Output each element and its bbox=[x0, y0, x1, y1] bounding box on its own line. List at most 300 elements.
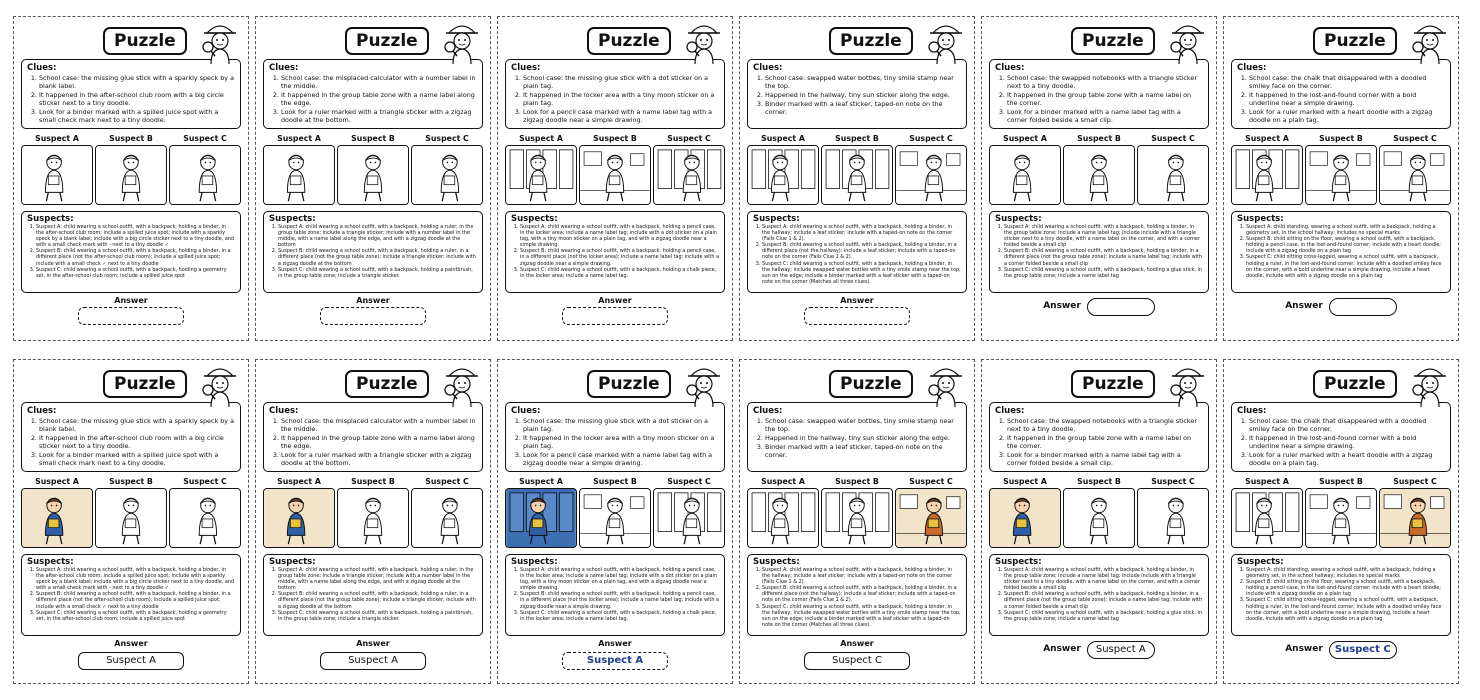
clues-label: Clues: bbox=[27, 63, 57, 73]
puzzle-card bbox=[981, 359, 1217, 684]
suspect-description: 3. Suspect C: child wearing a school outfit, with a backpack, holding a paintbrush, in the group table zone; include a triangle sticker. bbox=[278, 610, 477, 622]
clues-list bbox=[1237, 74, 1445, 124]
suspect-description: 3. Suspect C: child wearing a school outfit, with a backpack, holding a geometry set, in the after-school club room; include a spilled juice spot bbox=[36, 610, 235, 622]
suspect-description: 2. Suspect B: child wearing a school outfit, with a backpack, holding a binder, in a different place (not the after-school club room); include a spilled juice spot; include with a small check ✓ next to a tiny doodle bbox=[36, 248, 235, 266]
answer-label: Answer bbox=[598, 296, 632, 305]
clues-label: Clues: bbox=[753, 406, 783, 416]
puzzle-title: Puzzle bbox=[103, 27, 187, 55]
answer-box[interactable]: Suspect A bbox=[1087, 641, 1155, 659]
suspects-label: Suspects: bbox=[753, 557, 800, 567]
suspects-list bbox=[269, 224, 477, 279]
card-header bbox=[263, 21, 483, 59]
clue-item: 3. Look for a binder marked with a name label tag with a corner folded beside a small clip. bbox=[1007, 108, 1203, 124]
clues-list bbox=[511, 74, 719, 124]
suspect-picture bbox=[821, 145, 893, 205]
suspect-name: Suspect B bbox=[1319, 477, 1363, 486]
suspect-name: Suspect C bbox=[667, 477, 711, 486]
puzzle-card bbox=[1223, 359, 1459, 684]
suspect-name: Suspect A bbox=[277, 134, 321, 143]
answer-label: Answer bbox=[1043, 644, 1081, 654]
clue-item: 1. School case: the swapped notebooks with a triangle sticker next to a tiny doodle. bbox=[1007, 74, 1203, 90]
suspects-label: Suspects: bbox=[511, 214, 558, 224]
suspects-label: Suspects: bbox=[753, 214, 800, 224]
suspect-description: 1. Suspect A: child wearing a school outfit, with a backpack, holding a binder, in the hallway; include a leaf sticker; include with a taped-on note on the corner (Fails Clue 1 & 2). bbox=[762, 224, 961, 242]
answer-label: Answer bbox=[1285, 301, 1323, 311]
clue-item: 1. School case: the missing glue stick with a dot sticker on a plain tag. bbox=[523, 417, 719, 433]
suspect-description: 2. Suspect B: child sitting on the floor, wearing a school outfit, with a backpack, holding a pencil case, in the lost-and-found corner; include with a heart doodle; include with a zigzag doodle on a plain tag bbox=[1246, 236, 1445, 254]
suspect-description: 3. Suspect C: child wearing a school outfit, with a backpack, holding a chalk piece, in the locker area; include a name label tag. bbox=[520, 267, 719, 279]
suspect-description: 1. Suspect A: child standing, wearing a school outfit, with a backpack, holding a geometry set, in the school hallway; includes no special marks bbox=[1246, 567, 1445, 579]
answer-box[interactable]: Suspect A bbox=[78, 652, 184, 670]
clue-item: 2. Happened in the hallway, tiny sun sticker along the edge. bbox=[765, 434, 961, 442]
suspect-description: 2. Suspect B: child wearing a school outfit, with a backpack, holding a pencil case, in a different place (not the locker area); include a name label tag; include with a zigzag doodle near a simple drawing. bbox=[520, 248, 719, 266]
suspect-picture bbox=[1063, 488, 1135, 548]
suspects-box bbox=[989, 211, 1209, 293]
suspect-picture bbox=[411, 145, 483, 205]
suspect-description: 1. Suspect A: child wearing a school outfit, with a backpack, holding a ruler, in the group table zone; include a triangle sticker; include with a number label in the middle, with a name label along the edge, and with a zigzag doodle at the bottom bbox=[278, 224, 477, 248]
card-header bbox=[505, 21, 725, 59]
suspect-description: 1. Suspect A: child wearing a school outfit, with a backpack, holding a binder, in the group table zone; include a name label tag; include include with a triangle sticker next to a tiny doodle, with a name label on the corner, and with a corner folded beside a small clip bbox=[1004, 567, 1203, 591]
detective-icon bbox=[199, 362, 241, 408]
suspect-description: 3. Suspect C: child sitting cross-legged, wearing a school outfit, with a backpack, holding a ruler, in the lost-and-found corner; include with a doodled smiley face on the corner, with a bold underline near a simple drawing, include a heart doodle, include with with a zigzag doodle on a plain tag bbox=[1246, 597, 1445, 621]
suspect-name: Suspect B bbox=[109, 134, 153, 143]
suspect-description: 3. Suspect C: child wearing a school outfit, with a backpack, holding a paintbrush, in the group table zone; include a triangle sticker. bbox=[278, 267, 477, 279]
suspect-pictures bbox=[263, 488, 483, 548]
answer-row bbox=[989, 296, 1209, 316]
suspect-name: Suspect C bbox=[183, 134, 227, 143]
clue-item: 2. It happened in the locker area with a tiny moon sticker on a plain tag. bbox=[523, 91, 719, 107]
suspects-list bbox=[1237, 224, 1445, 279]
suspect-name: Suspect B bbox=[593, 134, 637, 143]
suspect-picture bbox=[1137, 488, 1209, 548]
detective-icon bbox=[925, 19, 967, 65]
suspect-name: Suspect A bbox=[277, 477, 321, 486]
suspect-description: 2. Suspect B: child wearing a school outfit, with a backpack, holding a ruler, in a different place (not the group table zone); include a triangle sticker; include with a zigzag doodle at the bottom bbox=[278, 591, 477, 609]
puzzle-title: Puzzle bbox=[829, 370, 913, 398]
answer-row bbox=[21, 296, 241, 329]
suspect-names bbox=[989, 134, 1209, 143]
suspect-description: 3. Suspect C: child wearing a school outfit, with a backpack, holding a glue stick, in the group table zone; include a name label tag bbox=[1004, 610, 1203, 622]
suspect-picture bbox=[95, 145, 167, 205]
card-header bbox=[747, 21, 967, 59]
suspects-list bbox=[511, 567, 719, 622]
clue-item: 2. It happened in the lost-and-found corner with a bold underline near a simple drawing. bbox=[1249, 434, 1445, 450]
suspect-picture bbox=[337, 145, 409, 205]
suspect-picture bbox=[747, 145, 819, 205]
suspects-list bbox=[995, 224, 1203, 279]
suspect-description: 3. Suspect C: child wearing a school outfit, with a backpack, holding a chalk piece, in the locker area; include a name label tag. bbox=[520, 610, 719, 622]
suspects-box bbox=[263, 211, 483, 293]
suspect-picture bbox=[1137, 145, 1209, 205]
clues-list bbox=[511, 417, 719, 467]
suspect-picture bbox=[505, 488, 577, 548]
suspects-label: Suspects: bbox=[27, 557, 74, 567]
suspect-description: 1. Suspect A: child wearing a school outfit, with a backpack, holding a pencil case, in the locker area; include a name label tag; include with a dot sticker on a plain tag, with a tiny moon sticker on a plain tag, and with a zigzag doodle near a simple drawing. bbox=[520, 567, 719, 591]
suspects-label: Suspects: bbox=[995, 557, 1042, 567]
clues-box bbox=[21, 59, 241, 129]
clues-list bbox=[1237, 417, 1445, 467]
suspect-pictures bbox=[989, 145, 1209, 205]
suspect-picture bbox=[579, 488, 651, 548]
suspects-label: Suspects: bbox=[269, 557, 316, 567]
clues-label: Clues: bbox=[1237, 63, 1267, 73]
suspect-picture bbox=[1063, 145, 1135, 205]
clues-box bbox=[505, 59, 725, 129]
clue-item: 2. It happened in the after-school club room with a big circle sticker next to a tiny doodle. bbox=[39, 91, 235, 107]
clues-label: Clues: bbox=[995, 406, 1025, 416]
suspect-name: Suspect B bbox=[835, 477, 879, 486]
puzzle-card bbox=[13, 359, 249, 684]
card-header bbox=[989, 364, 1209, 402]
suspect-picture bbox=[411, 488, 483, 548]
clue-item: 3. Look for a ruler marked with a heart doodle with a zigzag doodle on a plain tag. bbox=[1249, 451, 1445, 467]
puzzle-card bbox=[739, 359, 975, 684]
suspects-box bbox=[263, 554, 483, 636]
clues-list bbox=[753, 74, 961, 116]
answer-label: Answer bbox=[840, 639, 874, 648]
suspect-name: Suspect A bbox=[519, 477, 563, 486]
clue-item: 1. School case: the missing glue stick with a sparkly speck by a blank label. bbox=[39, 74, 235, 90]
suspect-description: 2. Suspect B: child sitting on the floor, wearing a school outfit, with a backpack, holding a pencil case, in the lost-and-found corner; include with a heart doodle; include with a zigzag doodle on a plain tag bbox=[1246, 579, 1445, 597]
suspect-name: Suspect A bbox=[35, 477, 79, 486]
detective-icon bbox=[1409, 19, 1451, 65]
clues-box bbox=[263, 59, 483, 129]
suspect-picture bbox=[579, 145, 651, 205]
clues-list bbox=[27, 74, 235, 124]
suspect-names bbox=[505, 134, 725, 143]
suspect-description: 2. Suspect B: child wearing a school outfit, with a backpack, holding a binder, in a different place (not the hallway); include a leaf sticker; include with a taped-on note on the corner (Fails Clue 1 & 2). bbox=[762, 585, 961, 603]
suspect-picture bbox=[821, 488, 893, 548]
clue-item: 2. It happened in the group table zone with a name label on the corner. bbox=[1007, 434, 1203, 450]
suspects-list bbox=[27, 567, 235, 622]
suspect-name: Suspect C bbox=[183, 477, 227, 486]
puzzle-card bbox=[13, 16, 249, 341]
suspect-description: 1. Suspect A: child wearing a school outfit, with a backpack, holding a binder, in the group table zone; include a name label tag; include include with a triangle sticker next to a tiny doodle, with a name label on the corner, and with a corner folded beside a small clip bbox=[1004, 224, 1203, 248]
clue-item: 1. School case: the chalk that disappeared with a doodled smiley face on the corner. bbox=[1249, 74, 1445, 90]
puzzle-title: Puzzle bbox=[587, 370, 671, 398]
suspect-name: Suspect B bbox=[351, 134, 395, 143]
answer-label: Answer bbox=[356, 639, 390, 648]
suspects-list bbox=[269, 567, 477, 622]
answer-label: Answer bbox=[114, 296, 148, 305]
suspect-name: Suspect C bbox=[1393, 477, 1437, 486]
suspect-picture bbox=[169, 488, 241, 548]
suspect-pictures bbox=[747, 145, 967, 205]
suspect-description: 1. Suspect A: child wearing a school outfit, with a backpack, holding a binder, in the after-school club room; include a spilled juice spot; include with a sparkly speck by a blank label; include with a big circle sticker next to a tiny doodle, and with a small check mark with - next to a tiny doodle ✓ bbox=[36, 567, 235, 591]
clues-list bbox=[269, 74, 477, 124]
suspect-pictures bbox=[21, 488, 241, 548]
suspect-description: 1. Suspect A: child wearing a school outfit, with a backpack, holding a pencil case, in the locker area; include a name label tag; include with a dot sticker on a plain tag, with a tiny moon sticker on a plain tag, and with a zigzag doodle near a simple drawing. bbox=[520, 224, 719, 248]
suspect-names bbox=[747, 134, 967, 143]
answer-box[interactable]: Suspect C bbox=[1329, 641, 1397, 659]
suspect-description: 3. Suspect C: child wearing a school outfit, with a backpack, holding a binder, in the hallway; include swapped water bottles with a tiny smile stamp near the top, sun on the edge; include a binder marked with a leaf sticker with a taped-on note on the corner (Matches all three clues). bbox=[762, 261, 961, 285]
clue-item: 1. School case: the missing glue stick with a sparkly speck by a blank label. bbox=[39, 417, 235, 433]
answer-row bbox=[1231, 296, 1451, 316]
suspect-picture bbox=[653, 145, 725, 205]
detective-icon bbox=[199, 19, 241, 65]
suspect-picture bbox=[989, 145, 1061, 205]
clue-item: 2. It happened in the group table zone with a name label on the corner. bbox=[1007, 91, 1203, 107]
detective-icon bbox=[683, 362, 725, 408]
suspect-pictures bbox=[747, 488, 967, 548]
suspects-list bbox=[753, 224, 961, 285]
answer-row bbox=[263, 639, 483, 670]
suspect-name: Suspect A bbox=[761, 134, 805, 143]
suspect-description: 2. Suspect B: child wearing a school outfit, with a backpack, holding a ruler, in a different place (not the group table zone); include a triangle sticker; include with a zigzag doodle at the bottom bbox=[278, 248, 477, 266]
suspects-box bbox=[747, 554, 967, 636]
suspect-description: 3. Suspect C: child wearing a school outfit, with a backpack, holding a binder, in the hallway; include swapped water bottles with a tiny smile stamp near the top, sun on the edge; include a binder marked with a leaf sticker with a taped-on note on the corner (Matches all three clues). bbox=[762, 604, 961, 628]
puzzle-card bbox=[981, 16, 1217, 341]
suspect-picture bbox=[653, 488, 725, 548]
clue-item: 2. It happened in the group table zone with a name label along the edge. bbox=[281, 434, 477, 450]
detective-icon bbox=[925, 362, 967, 408]
clue-item: 3. Look for a binder marked with a name label tag with a corner folded beside a small clip. bbox=[1007, 451, 1203, 467]
suspect-picture bbox=[895, 145, 967, 205]
suspect-name: Suspect B bbox=[1077, 477, 1121, 486]
answer-label: Answer bbox=[114, 639, 148, 648]
clue-item: 1. School case: swapped water bottles, tiny smile stamp near the top. bbox=[765, 74, 961, 90]
clue-item: 3. Look for a ruler marked with a triangle sticker with a zigzag doodle at the bottom. bbox=[281, 108, 477, 124]
answer-box[interactable] bbox=[562, 307, 668, 325]
suspect-name: Suspect A bbox=[519, 134, 563, 143]
puzzle-title: Puzzle bbox=[345, 27, 429, 55]
suspect-picture bbox=[21, 145, 93, 205]
suspects-label: Suspects: bbox=[511, 557, 558, 567]
suspect-name: Suspect A bbox=[1245, 477, 1289, 486]
clues-box bbox=[1231, 402, 1451, 472]
suspects-label: Suspects: bbox=[269, 214, 316, 224]
answer-row bbox=[747, 639, 967, 670]
detective-icon bbox=[1409, 362, 1451, 408]
answer-label: Answer bbox=[1285, 644, 1323, 654]
suspect-name: Suspect A bbox=[761, 477, 805, 486]
suspect-names bbox=[505, 477, 725, 486]
puzzle-title: Puzzle bbox=[103, 370, 187, 398]
card-header bbox=[21, 364, 241, 402]
clues-box bbox=[747, 402, 967, 472]
suspect-description: 1. Suspect A: child wearing a school outfit, with a backpack, holding a binder, in the after-school club room; include a spilled juice spot; include with a sparkly speck by a blank label; include with a big circle sticker next to a tiny doodle, and with a small check mark with - next to a tiny doodle ✓ bbox=[36, 224, 235, 248]
answer-label: Answer bbox=[1043, 301, 1081, 311]
clue-item: 3. Look for a ruler marked with a heart doodle with a zigzag doodle on a plain tag. bbox=[1249, 108, 1445, 124]
answer-row bbox=[505, 639, 725, 670]
answer-box[interactable] bbox=[78, 307, 184, 325]
suspect-name: Suspect B bbox=[351, 477, 395, 486]
clues-label: Clues: bbox=[753, 63, 783, 73]
suspect-picture bbox=[21, 488, 93, 548]
answer-label: Answer bbox=[598, 639, 632, 648]
suspect-name: Suspect B bbox=[1077, 134, 1121, 143]
puzzle-title: Puzzle bbox=[829, 27, 913, 55]
clue-item: 1. School case: the swapped notebooks with a triangle sticker next to a tiny doodle. bbox=[1007, 417, 1203, 433]
answer-box[interactable]: Suspect C bbox=[804, 652, 910, 670]
answer-row bbox=[505, 296, 725, 329]
suspect-name: Suspect C bbox=[909, 134, 953, 143]
suspect-names bbox=[21, 477, 241, 486]
suspect-name: Suspect C bbox=[425, 134, 469, 143]
answer-box[interactable] bbox=[1329, 298, 1397, 316]
suspects-label: Suspects: bbox=[995, 214, 1042, 224]
suspect-name: Suspect C bbox=[667, 134, 711, 143]
suspect-pictures bbox=[1231, 145, 1451, 205]
clue-item: 1. School case: the misplaced calculator with a number label in the middle. bbox=[281, 74, 477, 90]
suspects-list bbox=[1237, 567, 1445, 622]
suspect-name: Suspect A bbox=[1003, 477, 1047, 486]
answer-row bbox=[747, 296, 967, 329]
answer-label: Answer bbox=[840, 296, 874, 305]
suspect-picture bbox=[1305, 145, 1377, 205]
clues-box bbox=[21, 402, 241, 472]
suspect-name: Suspect A bbox=[1245, 134, 1289, 143]
suspects-box bbox=[1231, 211, 1451, 293]
clue-item: 3. Look for a pencil case marked with a name label tag with a zigzag doodle near a simple drawing. bbox=[523, 108, 719, 124]
clues-label: Clues: bbox=[1237, 406, 1267, 416]
answer-box[interactable] bbox=[320, 307, 426, 325]
suspects-list bbox=[27, 224, 235, 279]
suspect-name: Suspect C bbox=[1393, 134, 1437, 143]
suspect-picture bbox=[263, 488, 335, 548]
suspect-description: 1. Suspect A: child standing, wearing a school outfit, with a backpack, holding a geometry set, in the school hallway; includes no special marks bbox=[1246, 224, 1445, 236]
suspect-description: 2. Suspect B: child wearing a school outfit, with a backpack, holding a binder, in a different place (not the after-school club room); include a spilled juice spot; include with a small check ✓ next to a tiny doodle bbox=[36, 591, 235, 609]
suspect-picture bbox=[895, 488, 967, 548]
suspect-names bbox=[21, 134, 241, 143]
suspect-pictures bbox=[21, 145, 241, 205]
suspect-name: Suspect B bbox=[593, 477, 637, 486]
suspects-label: Suspects: bbox=[27, 214, 74, 224]
clues-label: Clues: bbox=[269, 63, 299, 73]
card-header bbox=[263, 364, 483, 402]
suspect-name: Suspect B bbox=[1319, 134, 1363, 143]
clue-item: 3. Look for a binder marked with a spilled juice spot with a small check mark next to a tiny doodle. bbox=[39, 451, 235, 467]
detective-icon bbox=[1167, 19, 1209, 65]
suspects-label: Suspects: bbox=[1237, 557, 1284, 567]
suspect-name: Suspect A bbox=[35, 134, 79, 143]
clue-item: 2. It happened in the locker area with a tiny moon sticker on a plain tag. bbox=[523, 434, 719, 450]
clue-item: 3. Binder marked with a leaf sticker, taped-on note on the corner. bbox=[765, 100, 961, 116]
puzzle-card bbox=[497, 16, 733, 341]
suspect-picture bbox=[1231, 145, 1303, 205]
clue-item: 3. Binder marked with a leaf sticker, taped-on note on the corner. bbox=[765, 443, 961, 459]
suspects-box bbox=[989, 554, 1209, 636]
suspect-name: Suspect C bbox=[425, 477, 469, 486]
suspect-description: 2. Suspect B: child wearing a school outfit, with a backpack, holding a binder, in a different place (not the group table zone); include a name label tag; include with a corner folded beside a small clip bbox=[1004, 591, 1203, 609]
suspect-description: 3. Suspect C: child wearing a school outfit, with a backpack, holding a geometry set, in the after-school club room; include a spilled juice spot bbox=[36, 267, 235, 279]
puzzle-card bbox=[255, 16, 491, 341]
detective-icon bbox=[441, 362, 483, 408]
suspect-pictures bbox=[505, 488, 725, 548]
answer-row bbox=[1231, 639, 1451, 659]
card-header bbox=[747, 364, 967, 402]
suspect-picture bbox=[169, 145, 241, 205]
suspect-names bbox=[1231, 134, 1451, 143]
suspect-picture bbox=[505, 145, 577, 205]
suspects-label: Suspects: bbox=[1237, 214, 1284, 224]
clues-label: Clues: bbox=[511, 63, 541, 73]
suspect-names bbox=[263, 134, 483, 143]
puzzle-title: Puzzle bbox=[1071, 370, 1155, 398]
clue-item: 2. It happened in the lost-and-found corner with a bold underline near a simple drawing. bbox=[1249, 91, 1445, 107]
suspects-box bbox=[21, 554, 241, 636]
suspect-picture bbox=[1231, 488, 1303, 548]
puzzle-card bbox=[497, 359, 733, 684]
suspect-description: 3. Suspect C: child sitting cross-legged, wearing a school outfit, with a backpack, holding a ruler, in the lost-and-found corner; include with a doodled smiley face on the corner, with a bold underline near a simple drawing, include a heart doodle, include with with a zigzag doodle on a plain tag bbox=[1246, 254, 1445, 278]
puzzle-title: Puzzle bbox=[1313, 370, 1397, 398]
suspect-description: 1. Suspect A: child wearing a school outfit, with a backpack, holding a ruler, in the group table zone; include a triangle sticker; include with a number label in the middle, with a name label along the edge, and with a zigzag doodle at the bottom bbox=[278, 567, 477, 591]
suspect-picture bbox=[263, 145, 335, 205]
clue-item: 2. Happened in the hallway, tiny sun sticker along the edge. bbox=[765, 91, 961, 99]
suspect-picture bbox=[95, 488, 167, 548]
clues-label: Clues: bbox=[511, 406, 541, 416]
clues-box bbox=[505, 402, 725, 472]
card-header bbox=[1231, 21, 1451, 59]
suspect-pictures bbox=[989, 488, 1209, 548]
clue-item: 2. It happened in the after-school club room with a big circle sticker next to a tiny doodle. bbox=[39, 434, 235, 450]
clue-item: 3. Look for a pencil case marked with a name label tag with a zigzag doodle near a simple drawing. bbox=[523, 451, 719, 467]
clue-item: 1. School case: the chalk that disappeared with a doodled smiley face on the corner. bbox=[1249, 417, 1445, 433]
detective-icon bbox=[683, 19, 725, 65]
puzzle-title: Puzzle bbox=[587, 27, 671, 55]
answer-row bbox=[21, 639, 241, 670]
clues-list bbox=[995, 417, 1203, 467]
answer-row bbox=[263, 296, 483, 329]
clues-box bbox=[989, 402, 1209, 472]
clues-box bbox=[263, 402, 483, 472]
clue-item: 1. School case: the misplaced calculator with a number label in the middle. bbox=[281, 417, 477, 433]
answer-row bbox=[989, 639, 1209, 659]
suspect-picture bbox=[337, 488, 409, 548]
suspects-list bbox=[511, 224, 719, 279]
suspects-list bbox=[753, 567, 961, 628]
answer-box[interactable]: Suspect A bbox=[562, 652, 668, 670]
suspect-description: 3. Suspect C: child wearing a school outfit, with a backpack, holding a glue stick, in the group table zone; include a name label tag bbox=[1004, 267, 1203, 279]
clues-box bbox=[989, 59, 1209, 129]
suspect-names bbox=[1231, 477, 1451, 486]
suspect-names bbox=[747, 477, 967, 486]
suspect-name: Suspect B bbox=[835, 134, 879, 143]
clue-item: 3. Look for a binder marked with a spilled juice spot with a small check mark next to a tiny doodle. bbox=[39, 108, 235, 124]
clues-list bbox=[995, 74, 1203, 124]
answer-box[interactable] bbox=[1087, 298, 1155, 316]
suspect-name: Suspect B bbox=[109, 477, 153, 486]
puzzle-card bbox=[1223, 16, 1459, 341]
suspect-picture bbox=[1379, 488, 1451, 548]
puzzle-title: Puzzle bbox=[1071, 27, 1155, 55]
suspect-picture bbox=[1305, 488, 1377, 548]
clue-item: 2. It happened in the group table zone with a name label along the edge. bbox=[281, 91, 477, 107]
clues-label: Clues: bbox=[995, 63, 1025, 73]
card-header bbox=[989, 21, 1209, 59]
clues-box bbox=[1231, 59, 1451, 129]
suspect-names bbox=[263, 477, 483, 486]
clue-item: 1. School case: swapped water bottles, tiny smile stamp near the top. bbox=[765, 417, 961, 433]
suspect-pictures bbox=[505, 145, 725, 205]
clues-list bbox=[269, 417, 477, 467]
puzzle-title: Puzzle bbox=[345, 370, 429, 398]
suspects-box bbox=[747, 211, 967, 293]
suspect-description: 2. Suspect B: child wearing a school outfit, with a backpack, holding a pencil case, in a different place (not the locker area); include a name label tag; include with a zigzag doodle near a simple drawing. bbox=[520, 591, 719, 609]
detective-icon bbox=[1167, 362, 1209, 408]
clue-item: 1. School case: the missing glue stick with a dot sticker on a plain tag. bbox=[523, 74, 719, 90]
card-header bbox=[21, 21, 241, 59]
suspect-pictures bbox=[263, 145, 483, 205]
card-header bbox=[505, 364, 725, 402]
clue-item: 3. Look for a ruler marked with a triangle sticker with a zigzag doodle at the bottom. bbox=[281, 451, 477, 467]
answer-box[interactable] bbox=[804, 307, 910, 325]
answer-box[interactable]: Suspect A bbox=[320, 652, 426, 670]
clues-list bbox=[753, 417, 961, 459]
suspects-box bbox=[505, 554, 725, 636]
suspect-description: 2. Suspect B: child wearing a school outfit, with a backpack, holding a binder, in a different place (not the group table zone); include a name label tag; include with a corner folded beside a small clip bbox=[1004, 248, 1203, 266]
puzzle-card bbox=[255, 359, 491, 684]
